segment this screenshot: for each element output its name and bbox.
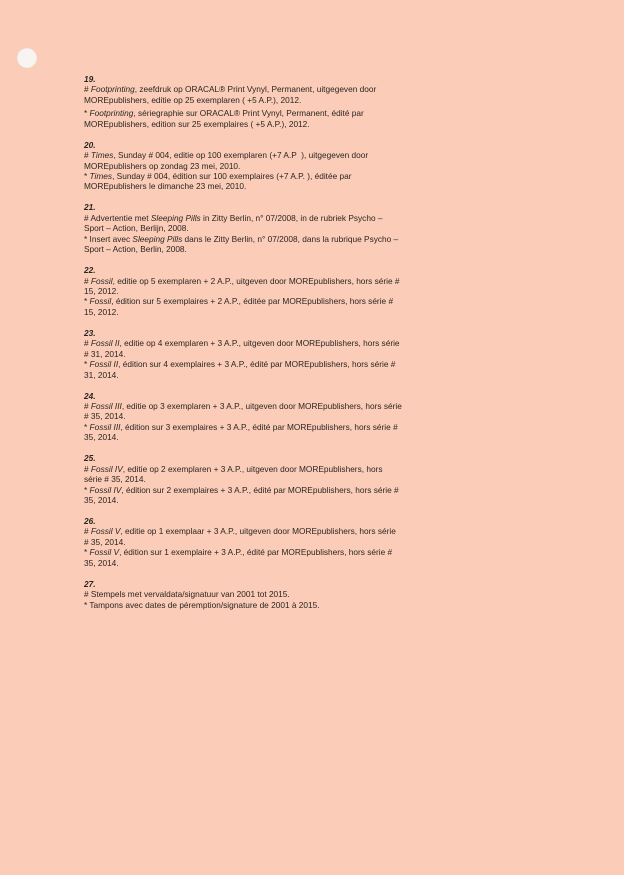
note-26 [84, 516, 440, 568]
work-title: Footprinting [90, 84, 135, 95]
note-number: 20. [84, 139, 96, 150]
note-french-line-2: Sport – Action, Berlin, 2008. [84, 244, 187, 255]
work-title: Fossil IV [89, 484, 122, 495]
note-number: 24. [84, 390, 96, 401]
work-title: Fossil III [89, 421, 121, 432]
work-title: Footprinting [89, 108, 134, 119]
work-title: Times [89, 170, 113, 181]
note-dutch-line-1: # Fossil III, editie op 3 exemplaren + 3 A.P., uitgeven door MOREpublishers, hors série [84, 401, 402, 411]
note-number: 23. [84, 327, 96, 338]
work-title: Fossil IV [90, 463, 123, 474]
note-french-line-1: * Fossil IV, édition sur 2 exemplaires + 3 A.P., édité par MOREpublishers, hors série # [84, 484, 399, 495]
note-french-line-1: * Footprinting, sériegraphie sur ORACAL® Print Vynyl, Permanent, édité par [84, 108, 364, 119]
note-french-line-2: 35, 2014. [84, 432, 119, 443]
note-number: 21. [84, 202, 96, 213]
note-dutch-line-2: MOREpublishers, editie op 25 exemplaren ( +5 A.P.), 2012. [84, 94, 302, 105]
note-number: 25. [84, 453, 96, 464]
work-title: Fossil [89, 296, 112, 307]
note-french-line-1: * Fossil II, édition sur 4 exemplaires + 3 A.P., édité par MOREpublishers, hors série # [84, 359, 396, 370]
note-number: 26. [84, 516, 96, 527]
note-dutch-line-2: # 35, 2014. [84, 536, 126, 547]
note-dutch-line-2: MOREpublishers op zondag 23 mei, 2010. [84, 160, 241, 171]
note-number: 27. [84, 578, 96, 589]
note-22 [84, 265, 440, 317]
note-dutch-line-2: 15, 2012. [84, 285, 119, 296]
note-dutch-line-2: # 31, 2014. [84, 348, 126, 359]
note-french-line-2: 15, 2012. [84, 306, 119, 317]
note-dutch-line-2: # 35, 2014. [84, 411, 126, 422]
work-title: Fossil V [90, 526, 121, 537]
note-dutch-line-1: # Fossil, editie op 5 exemplaren + 2 A.P., uitgeven door MOREpublishers, hors série # [84, 275, 400, 286]
note-dutch-line-1: # Advertentie met Sleeping Pills in Zitty Berlin, n° 07/2008, in de rubriek Psycho – [84, 212, 383, 223]
note-dutch-line-1: # Times, Sunday # 004, editie op 100 exemplaren (+7 A.P ), uitgegeven door [84, 150, 369, 161]
note-23 [84, 328, 440, 380]
note-french-line-2: MOREpublishers le dimanche 23 mei, 2010. [84, 181, 247, 192]
work-title: Fossil V [89, 547, 120, 558]
work-title: Times [90, 150, 114, 161]
note-dutch-line-1: # Stempels met vervaldata/signatuur van 2001 tot 2015. [84, 589, 290, 600]
note-dutch-line-2: série # 35, 2014. [84, 474, 146, 485]
note-dutch-line-1: # Fossil V, editie op 1 exemplaar + 3 A.P., uitgeven door MOREpublishers, hors série [84, 526, 396, 537]
note-19 [84, 74, 440, 129]
note-french-line-1: * Tampons avec dates de péremption/signature de 2001 à 2015. [84, 599, 320, 610]
note-dutch-line-2: Sport – Action, Berlijn, 2008. [84, 223, 189, 234]
note-french-line-1: * Times, Sunday # 004, édition sur 100 exemplaires (+7 A.P. ), éditée par [84, 170, 352, 181]
note-20 [84, 140, 440, 192]
note-french-line-1: * Fossil V, édition sur 1 exemplaire + 3 A.P., édité par MOREpublishers, hors série # [84, 547, 393, 558]
work-title: Sleeping Pills [150, 212, 201, 223]
work-title: Fossil II [90, 338, 120, 349]
note-dutch-line-1: # Footprinting, zeefdruk op ORACAL® Print Vynyl, Permanent, uitgegeven door [84, 84, 377, 95]
note-21 [84, 202, 440, 254]
note-dutch-line-1: # Fossil IV, editie op 2 exemplaren + 3 A.P., uitgeven door MOREpublishers, hors [84, 463, 383, 474]
work-title: Fossil II [89, 359, 119, 370]
note-24 [84, 391, 440, 443]
note-french-line-2: 31, 2014. [84, 369, 119, 380]
note-dutch-line-1: # Fossil II, editie op 4 exemplaren + 3 A.P., uitgeven door MOREpublishers, hors série [84, 338, 400, 349]
note-27 [84, 579, 440, 610]
work-title: Sleeping Pills [132, 233, 183, 244]
work-title: Fossil III [90, 401, 122, 411]
note-number: 22. [84, 265, 96, 276]
punch-hole [17, 48, 37, 68]
note-number: 19. [84, 74, 96, 84]
note-french-line-1: * Insert avec Sleeping Pills dans le Zitty Berlin, n° 07/2008, dans la rubrique Psycho – [84, 233, 399, 244]
note-french-line-2: MOREpublishers, edition sur 25 exemplaires ( +5 A.P.), 2012. [84, 118, 310, 129]
note-25 [84, 453, 440, 505]
work-title: Fossil [90, 275, 113, 286]
notes-list [84, 74, 440, 621]
note-french-line-2: 35, 2014. [84, 494, 119, 505]
note-french-line-2: 35, 2014. [84, 557, 119, 568]
note-french-line-1: * Fossil III, édition sur 3 exemplaires + 3 A.P., édité par MOREpublishers, hors série # [84, 421, 398, 432]
note-french-line-1: * Fossil, édition sur 5 exemplaires + 2 A.P., éditée par MOREpublishers, hors série # [84, 296, 394, 307]
